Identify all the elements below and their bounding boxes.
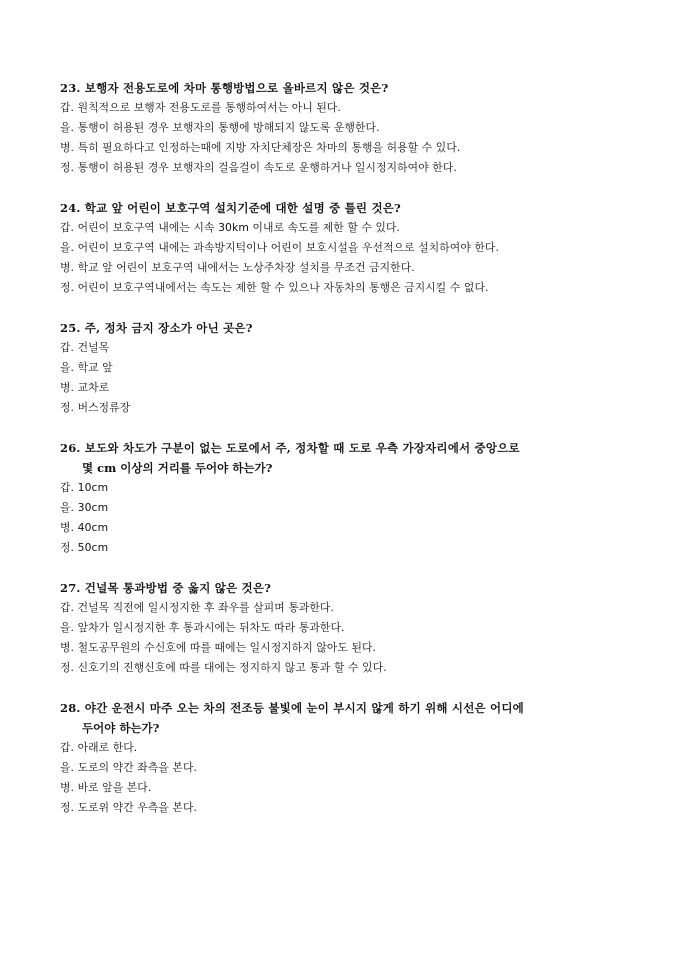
option-jeong: 정. 도로위 약간 우측을 본다. xyxy=(60,801,198,814)
question-title: 27. 건널목 통과방법 중 옳지 않은 것은? xyxy=(60,581,272,595)
option-eul: 을. 도로의 약간 좌측을 본다. xyxy=(60,761,198,774)
question-26 xyxy=(60,438,640,558)
option-gap: 갑. 어린이 보호구역 내에는 시속 30km 이내로 속도를 제한 할 수 있다. xyxy=(60,221,401,234)
question-27 xyxy=(60,578,640,678)
question-title-continued: 몇 cm 이상의 거리를 두어야 하는가? xyxy=(82,461,273,475)
option-eul: 을. 학교 앞 xyxy=(60,361,113,374)
question-title: 23. 보행자 전용도로에 차마 통행방법으로 올바르지 않은 것은? xyxy=(60,81,389,95)
question-24 xyxy=(60,198,640,298)
option-eul: 을. 앞차가 일시정지한 후 통과시에는 뒤차도 따라 통과한다. xyxy=(60,621,345,634)
question-title: 24. 학교 앞 어린이 보호구역 설치기준에 대한 설명 중 틀린 것은? xyxy=(60,201,401,215)
option-gap: 갑. 아래로 한다. xyxy=(60,741,138,754)
question-title: 25. 주, 정차 금지 장소가 아닌 곳은? xyxy=(60,321,253,335)
option-byeong: 병. 철도공무원의 수신호에 따를 때에는 일시정지하지 않아도 된다. xyxy=(60,641,377,654)
option-jeong: 정. 신호기의 진행신호에 따를 대에는 정지하지 않고 통과 할 수 있다. xyxy=(60,661,387,674)
option-jeong: 정. 50cm xyxy=(60,541,109,554)
question-title: 26. 보도와 차도가 구분이 없는 도로에서 주, 정차할 때 도로 우측 가장자리에서 중앙으로 xyxy=(60,441,520,455)
option-eul: 을. 어린이 보호구역 내에는 과속방지턱이나 어린이 보호시설을 우선적으로 설치하여야 한다. xyxy=(60,241,499,254)
option-byeong: 병. 교차로 xyxy=(60,381,110,394)
option-eul: 을. 통행이 허용된 경우 보행자의 통행에 방해되지 않도록 운행한다. xyxy=(60,121,380,134)
option-jeong: 정. 통행이 허용된 경우 보행자의 걸음걸이 속도로 운행하거나 일시정지하여야 한다. xyxy=(60,161,457,174)
option-gap: 갑. 건널목 xyxy=(60,341,110,354)
option-byeong: 병. 40cm xyxy=(60,521,109,534)
option-byeong: 병. 바로 앞을 본다. xyxy=(60,781,152,794)
question-23 xyxy=(60,78,640,178)
option-jeong: 정. 어린이 보호구역내에서는 속도는 제한 할 수 있으나 자동차의 통행은 금지시킬 수 없다. xyxy=(60,281,489,294)
option-jeong: 정. 버스정류장 xyxy=(60,401,131,414)
option-gap: 갑. 10cm xyxy=(60,481,109,494)
option-gap: 갑. 건널목 직전에 일시정지한 후 좌우를 살피며 통과한다. xyxy=(60,601,334,614)
question-28 xyxy=(60,698,640,818)
question-25 xyxy=(60,318,640,418)
option-gap: 갑. 원칙적으로 보행자 전용도로를 통행하여서는 아니 된다. xyxy=(60,101,341,114)
question-title: 28. 야간 운전시 마주 오는 차의 전조등 불빛에 눈이 부시지 않게 하기 위해 시선은 어디에 xyxy=(60,701,524,715)
option-byeong: 병. 특히 필요하다고 인정하는때에 지방 자치단체장은 차마의 통행을 허용할 수 있다. xyxy=(60,141,461,154)
option-eul: 을. 30cm xyxy=(60,501,109,514)
exam-page xyxy=(60,78,640,838)
option-byeong: 병. 학교 앞 어린이 보호구역 내에서는 노상주차장 설치를 무조건 금지한다. xyxy=(60,261,415,274)
question-title-continued: 두어야 하는가? xyxy=(82,721,160,735)
